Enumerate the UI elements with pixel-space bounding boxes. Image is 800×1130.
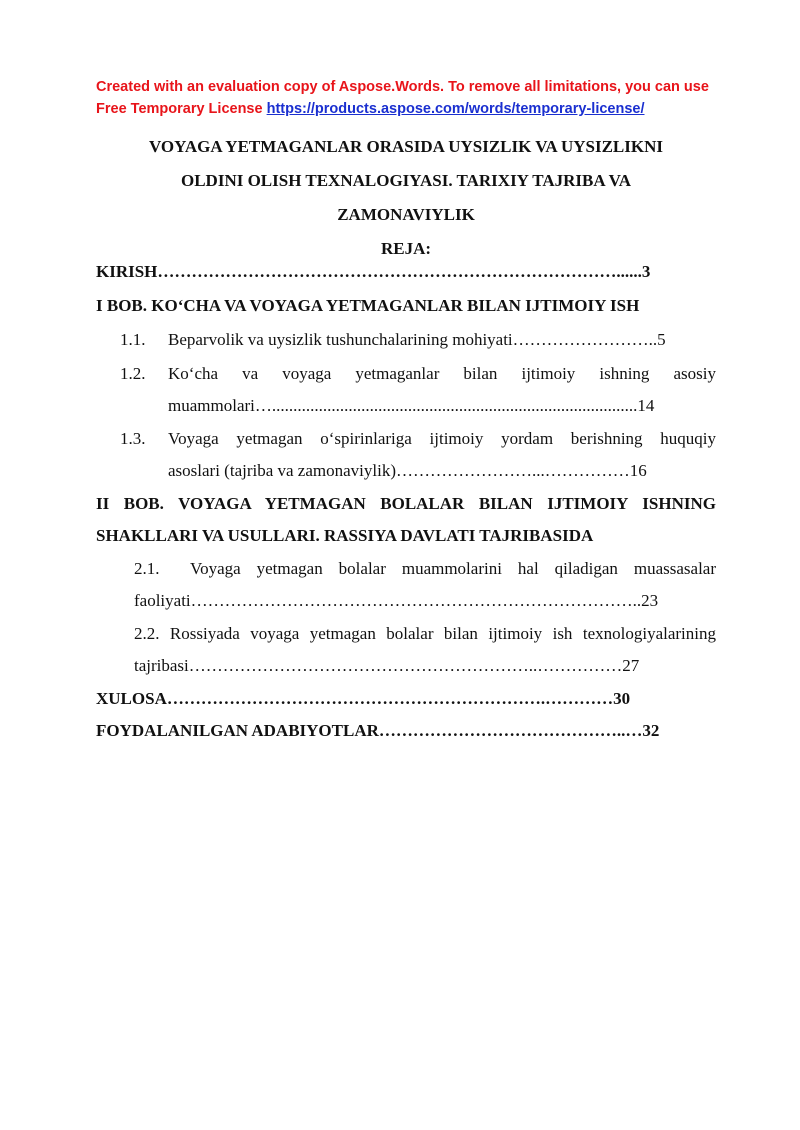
toc-2-1-line2: faoliyati……………………………………………………………………..23 bbox=[134, 591, 659, 610]
reja-heading: REJA: bbox=[380, 239, 432, 258]
toc-1-3-line2: asoslari (tajriba va zamonaviylik)……………………...……………16 bbox=[168, 461, 647, 480]
toc-bob2-line1: II BOB. VOYAGA YETMAGAN BOLALAR BILAN IJTIMOIY ISHNING bbox=[96, 494, 716, 513]
toc-1-3-number: 1.3. bbox=[120, 429, 146, 448]
watermark-line2-text: Free Temporary License bbox=[96, 101, 267, 117]
watermark-line1: Created with an evaluation copy of Aspose.Words. To remove all limitations, you can use bbox=[96, 79, 709, 95]
toc-adabiyotlar: FOYDALANILGAN ADABIYOTLAR……………………………………..…32 bbox=[96, 721, 660, 740]
toc-1-2-number: 1.2. bbox=[120, 364, 146, 383]
toc-bob1: I BOB. KO‘CHA VA VOYAGA YETMAGANLAR BILAN IJTIMOIY ISH bbox=[96, 296, 640, 315]
document-title bbox=[96, 130, 716, 266]
toc-xulosa: XULOSA………………………………………………………….…………30 bbox=[96, 689, 631, 708]
toc-1-2-line2: muammolari…......................................................................................14 bbox=[168, 396, 655, 415]
title-line1: VOYAGA YETMAGANLAR ORASIDA UYSIZLIK VA UYSIZLIKNI bbox=[148, 137, 664, 156]
toc-1-1-number: 1.1. bbox=[120, 330, 146, 349]
toc-1-1-text: Beparvolik va uysizlik tushunchalarining mohiyati……………………..5 bbox=[168, 330, 666, 349]
toc-2-1-number: 2.1. bbox=[134, 559, 160, 578]
title-line2: OLDINI OLISH TEXNALOGIYASI. TARIXIY TAJRIBA VA bbox=[180, 171, 632, 190]
title-line3: ZAMONAVIYLIK bbox=[337, 205, 475, 224]
toc-kirish: KIRISH………………………………………………………………………......3 bbox=[96, 262, 651, 281]
toc-2-1-line1: Voyaga yetmagan bolalar muammolarini hal qiladigan muassasalar bbox=[190, 559, 716, 578]
toc-bob2-line2: SHAKLLARI VA USULLARI. RASSIYA DAVLATI TAJRIBASIDA bbox=[96, 526, 594, 545]
watermark-line2 bbox=[96, 98, 736, 120]
toc-2-2-line2: tajribasi……………………………………………………..……………27 bbox=[134, 656, 640, 675]
toc-1-2-line1: Ko‘cha va voyaga yetmaganlar bilan ijtimoiy ishning asosiy bbox=[168, 364, 716, 383]
license-link[interactable]: https://products.aspose.com/words/temporary-license/ bbox=[266, 101, 645, 117]
evaluation-watermark bbox=[96, 76, 736, 120]
toc-2-2-line1: 2.2. Rossiyada voyaga yetmagan bolalar bilan ijtimoiy ish texnologiyalarining bbox=[134, 624, 716, 643]
toc-1-3-line1: Voyaga yetmagan o‘spirinlariga ijtimoiy yordam berishning huquqiy bbox=[168, 429, 716, 448]
